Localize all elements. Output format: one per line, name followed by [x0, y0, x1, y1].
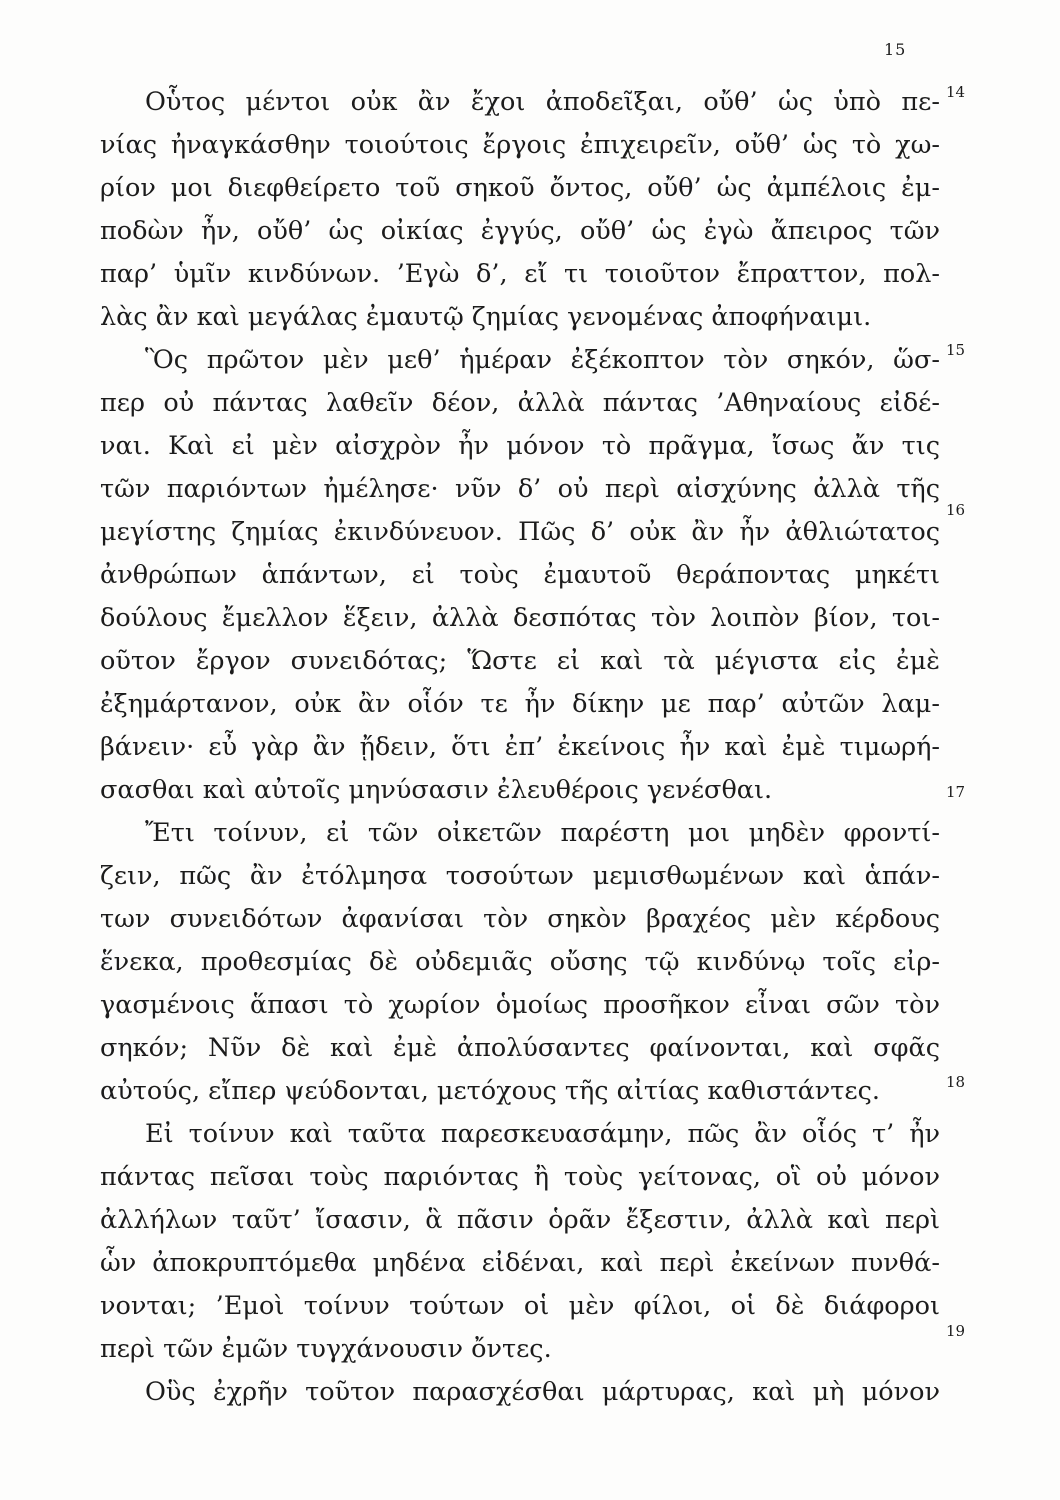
- text-line: μεγίστης ζημίας ἐκινδύνευον. Πῶς δ’ οὐκ ἂν ἦν ἀθλιώτατος: [100, 517, 940, 547]
- text-line: Εἰ τοίνυν καὶ ταῦτα παρεσκευασάμην, πῶς ἂν οἷός τ’ ἦν: [145, 1119, 940, 1149]
- text-line: αὐτούς, εἴπερ ψεύδονται, μετόχους τῆς αἰτίας καθιστάντες.: [100, 1076, 880, 1106]
- text-line: Ὃς πρῶτον μὲν μεθ’ ἡμέραν ἐξέκοπτον τὸν σηκόν, ὥσ-: [145, 345, 940, 375]
- section-number: 16: [946, 501, 966, 519]
- text-line: λὰς ἂν καὶ μεγάλας ἐμαυτῷ ζημίας γενομένας ἀποφήναιμι.: [100, 302, 872, 332]
- text-line: νίας ἠναγκάσθην τοιούτοις ἔργοις ἐπιχειρεῖν, οὔθ’ ὡς τὸ χω-: [100, 130, 940, 160]
- text-line: ζειν, πῶς ἂν ἐτόλμησα τοσούτων μεμισθωμένων καὶ ἁπάν-: [100, 861, 940, 891]
- text-line: Οὓς ἐχρῆν τοῦτον παρασχέσθαι μάρτυρας, καὶ μὴ μόνον: [145, 1377, 940, 1407]
- text-line: ρίον μοι διεφθείρετο τοῦ σηκοῦ ὄντος, οὔθ’ ὡς ἀμπέλοις ἐμ-: [100, 173, 940, 203]
- text-line: των συνειδότων ἀφανίσαι τὸν σηκὸν βραχέος μὲν κέρδους: [100, 904, 940, 934]
- text-line: ποδὼν ἦν, οὔθ’ ὡς οἰκίας ἐγγύς, οὔθ’ ὡς ἐγὼ ἄπειρος τῶν: [100, 216, 940, 246]
- text-line: ναι. Καὶ εἰ μὲν αἰσχρὸν ἦν μόνον τὸ πρᾶγμα, ἴσως ἄν τις: [100, 431, 940, 461]
- text-line: ὧν ἀποκρυπτόμεθα μηδένα εἰδέναι, καὶ περὶ ἐκείνων πυνθά-: [100, 1248, 940, 1278]
- text-line: δούλους ἔμελλον ἕξειν, ἀλλὰ δεσπότας τὸν λοιπὸν βίον, τοι-: [100, 603, 940, 633]
- section-number: 17: [946, 783, 966, 801]
- section-number: 18: [946, 1073, 966, 1091]
- text-line: Ἔτι τοίνυν, εἰ τῶν οἰκετῶν παρέστη μοι μηδὲν φροντί-: [145, 818, 940, 848]
- text-line: ἐξημάρτανον, οὐκ ἂν οἷόν τε ἦν δίκην με παρ’ αὐτῶν λαμ-: [100, 689, 940, 719]
- text-line: πάντας πεῖσαι τοὺς παριόντας ἢ τοὺς γείτονας, οἳ οὐ μόνον: [100, 1162, 940, 1192]
- text-line: οῦτον ἔργον συνειδότας; Ὥστε εἰ καὶ τὰ μέγιστα εἰς ἐμὲ: [100, 646, 940, 676]
- text-line: γασμένοις ἅπασι τὸ χωρίον ὁμοίως προσῆκον εἶναι σῶν τὸν: [100, 990, 940, 1020]
- text-line: ἀλλήλων ταῦτ’ ἴσασιν, ἃ πᾶσιν ὁρᾶν ἔξεστιν, ἀλλὰ καὶ περὶ: [100, 1205, 940, 1235]
- section-number: 15: [946, 341, 966, 359]
- text-line: περ οὐ πάντας λαθεῖν δέον, ἀλλὰ πάντας ’Αθηναίους εἰδέ-: [100, 388, 940, 418]
- text-line: περὶ τῶν ἐμῶν τυγχάνουσιν ὄντες.: [100, 1334, 552, 1364]
- section-number: 19: [946, 1322, 966, 1340]
- page-number: 15: [884, 40, 907, 59]
- section-number: 14: [946, 83, 966, 101]
- text-line: Οὗτος μέντοι οὐκ ἂν ἔχοι ἀποδεῖξαι, οὔθ’ ὡς ὑπὸ πε-: [145, 87, 940, 117]
- text-line: παρ’ ὑμῖν κινδύνων. ’Εγὼ δ’, εἴ τι τοιοῦτον ἔπραττον, πολ-: [100, 259, 940, 289]
- text-line: ἕνεκα, προθεσμίας δὲ οὐδεμιᾶς οὔσης τῷ κινδύνῳ τοῖς εἰρ-: [100, 947, 940, 977]
- text-line: ἀνθρώπων ἁπάντων, εἰ τοὺς ἐμαυτοῦ θεράποντας μηκέτι: [100, 560, 940, 590]
- text-line: νονται; ’Εμοὶ τοίνυν τούτων οἱ μὲν φίλοι, οἱ δὲ διάφοροι: [100, 1291, 940, 1321]
- text-line: σασθαι καὶ αὐτοῖς μηνύσασιν ἐλευθέροις γενέσθαι.: [100, 775, 773, 805]
- text-line: σηκόν; Νῦν δὲ καὶ ἐμὲ ἀπολύσαντες φαίνονται, καὶ σφᾶς: [100, 1033, 940, 1063]
- text-line: βάνειν· εὖ γὰρ ἂν ᾔδειν, ὅτι ἐπ’ ἐκείνοις ἦν καὶ ἐμὲ τιμωρή-: [100, 732, 940, 762]
- text-line: τῶν παριόντων ἠμέλησε· νῦν δ’ οὐ περὶ αἰσχύνης ἀλλὰ τῆς: [100, 474, 940, 504]
